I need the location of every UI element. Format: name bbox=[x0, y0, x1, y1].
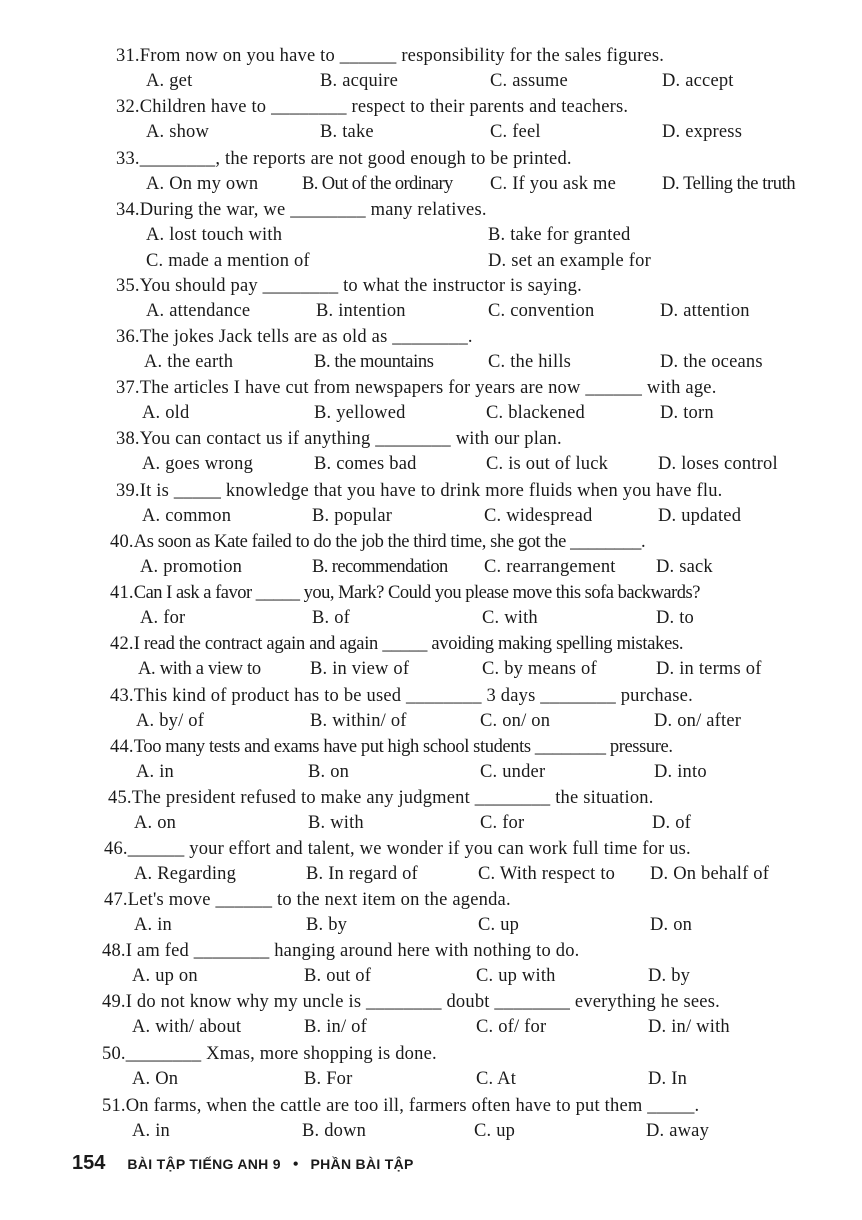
question-number: 47. bbox=[104, 890, 128, 910]
option-a: A. in bbox=[134, 915, 172, 935]
option-c: C. by means of bbox=[482, 659, 597, 679]
question-text: I am fed ________ hanging around here with nothing to do. bbox=[125, 941, 580, 961]
option-row bbox=[0, 120, 862, 144]
option-row bbox=[0, 709, 862, 733]
question-number: 37. bbox=[116, 378, 140, 398]
option-c: C. blackened bbox=[486, 403, 585, 423]
option-a: A. up on bbox=[132, 966, 198, 986]
question-item bbox=[0, 147, 862, 198]
option-b: B. in/ of bbox=[304, 1017, 367, 1037]
option-c: C. convention bbox=[488, 301, 595, 321]
option-a: A. the earth bbox=[144, 352, 234, 372]
option-b: B. in view of bbox=[310, 659, 410, 679]
option-d: D. of bbox=[652, 813, 692, 833]
question-number: 42. bbox=[110, 634, 134, 654]
option-row bbox=[0, 504, 862, 528]
option-d: D. Telling the truth bbox=[662, 174, 796, 194]
question-number: 43. bbox=[110, 686, 134, 706]
option-a: A. Regarding bbox=[134, 864, 237, 884]
question-stem bbox=[116, 147, 828, 171]
question-text: I do not know why my uncle is ________ doubt ________ everything he sees. bbox=[125, 992, 720, 1012]
question-item bbox=[0, 632, 862, 683]
option-row bbox=[0, 350, 862, 374]
page-footer bbox=[72, 1152, 772, 1182]
question-item bbox=[0, 376, 862, 427]
option-c: C. the hills bbox=[488, 352, 572, 372]
option-d: D. sack bbox=[656, 557, 713, 577]
question-stem bbox=[104, 837, 828, 861]
question-item bbox=[0, 44, 862, 95]
option-row bbox=[0, 1067, 862, 1091]
option-row bbox=[0, 811, 862, 835]
option-b: B. take bbox=[320, 122, 374, 142]
option-b: B. on bbox=[308, 762, 350, 782]
option-d: D. to bbox=[656, 608, 694, 628]
question-text: Can I ask a favor _____ you, Mark? Could you please move this sofa backwards? bbox=[133, 583, 700, 603]
question-text: During the war, we ________ many relatives. bbox=[139, 200, 487, 220]
option-c: C. up with bbox=[476, 966, 556, 986]
option-d: D. torn bbox=[660, 403, 714, 423]
option-row bbox=[0, 223, 862, 247]
question-number: 45. bbox=[108, 788, 132, 808]
option-row bbox=[0, 862, 862, 886]
option-b: B. In regard of bbox=[306, 864, 418, 884]
question-stem bbox=[488, 249, 828, 273]
question-number: 46. bbox=[104, 839, 128, 859]
question-item bbox=[0, 786, 862, 837]
question-number: 44. bbox=[110, 737, 134, 757]
question-text: Too many tests and exams have put high school students ________ pressure. bbox=[133, 737, 673, 757]
option-c: C. assume bbox=[490, 71, 568, 91]
option-c: C. on/ on bbox=[480, 711, 551, 731]
option-c: C. With respect to bbox=[478, 864, 616, 884]
question-item bbox=[0, 198, 862, 249]
question-item bbox=[0, 95, 862, 146]
option-d: D. In bbox=[648, 1069, 688, 1089]
option-b: B. Out of the ordinary bbox=[302, 174, 453, 194]
option-d: D. on bbox=[650, 915, 693, 935]
question-text: Children have to ________ respect to their parents and teachers. bbox=[139, 97, 629, 117]
question-item bbox=[0, 427, 862, 478]
question-item bbox=[0, 479, 862, 530]
question-number: 33. bbox=[116, 149, 140, 169]
option-a: A. old bbox=[142, 403, 190, 423]
question-item bbox=[0, 325, 862, 376]
option-d: D. in terms of bbox=[656, 659, 762, 679]
option-b: B. popular bbox=[312, 506, 393, 526]
option-c: C. At bbox=[476, 1069, 517, 1089]
option-a: A. on bbox=[134, 813, 177, 833]
question-text: It is _____ knowledge that you have to drink more fluids when you have flu. bbox=[139, 481, 723, 501]
option-row bbox=[0, 657, 862, 681]
option-row bbox=[0, 1119, 862, 1143]
question-item bbox=[0, 1094, 862, 1145]
question-text: From now on you have to ______ responsibility for the sales figures. bbox=[139, 46, 665, 66]
question-number: 32. bbox=[116, 97, 140, 117]
option-b: B. intention bbox=[316, 301, 406, 321]
option-a: A. show bbox=[146, 122, 210, 142]
option-b: B. down bbox=[302, 1121, 367, 1141]
question-stem bbox=[110, 735, 828, 759]
option-c: C. made a mention of bbox=[146, 251, 310, 271]
option-a: A. get bbox=[146, 71, 193, 91]
option-a: A. promotion bbox=[140, 557, 243, 577]
option-b: B. within/ of bbox=[310, 711, 407, 731]
question-stem bbox=[116, 274, 828, 298]
option-a: A. by/ of bbox=[136, 711, 205, 731]
question-item bbox=[0, 1042, 862, 1093]
option-row bbox=[0, 913, 862, 937]
question-item bbox=[0, 990, 862, 1041]
option-d: D. loses control bbox=[658, 454, 778, 474]
question-stem bbox=[116, 44, 828, 68]
option-b: B. the mountains bbox=[314, 352, 434, 372]
option-a: A. common bbox=[142, 506, 232, 526]
option-c: C. If you ask me bbox=[490, 174, 616, 194]
option-b: B. yellowed bbox=[314, 403, 406, 423]
option-d: D. On behalf of bbox=[650, 864, 770, 884]
option-c: C. for bbox=[480, 813, 525, 833]
question-item bbox=[0, 274, 862, 325]
question-stem bbox=[110, 632, 828, 656]
question-item bbox=[0, 581, 862, 632]
page-number: 154 bbox=[72, 1152, 106, 1174]
question-text: Let's move ______ to the next item on the agenda. bbox=[127, 890, 511, 910]
question-item bbox=[0, 939, 862, 990]
option-c: C. widespread bbox=[484, 506, 593, 526]
question-text: ______ your effort and talent, we wonder if you can work full time for us. bbox=[127, 839, 691, 859]
option-d: D. in/ with bbox=[648, 1017, 730, 1037]
option-d: D. set an example for bbox=[488, 251, 651, 271]
option-b: B. comes bad bbox=[314, 454, 417, 474]
option-row bbox=[0, 452, 862, 476]
question-item bbox=[0, 888, 862, 939]
option-d: D. by bbox=[648, 966, 691, 986]
question-number: 48. bbox=[102, 941, 126, 961]
question-stem bbox=[110, 530, 828, 554]
question-item bbox=[0, 837, 862, 888]
question-item bbox=[0, 530, 862, 581]
question-number: 31. bbox=[116, 46, 140, 66]
option-c: C. up bbox=[478, 915, 520, 935]
option-row bbox=[0, 606, 862, 630]
question-stem bbox=[116, 325, 828, 349]
question-item bbox=[0, 684, 862, 735]
option-c: C. with bbox=[482, 608, 538, 628]
option-d: D. accept bbox=[662, 71, 734, 91]
question-number: 49. bbox=[102, 992, 126, 1012]
option-d: D. away bbox=[646, 1121, 710, 1141]
option-b: B. with bbox=[308, 813, 364, 833]
question-number: 39. bbox=[116, 481, 140, 501]
option-row bbox=[0, 555, 862, 579]
question-stem bbox=[108, 786, 828, 810]
option-a: A. goes wrong bbox=[142, 454, 254, 474]
footer-separator: • bbox=[292, 1156, 299, 1173]
option-b: B. recommendation bbox=[312, 557, 448, 577]
option-row bbox=[0, 401, 862, 425]
question-stem bbox=[102, 939, 828, 963]
question-text: You can contact us if anything ________ with our plan. bbox=[139, 429, 562, 449]
option-a: A. lost touch with bbox=[146, 225, 283, 245]
option-row bbox=[0, 299, 862, 323]
question-text: I read the contract again and again _____ avoiding making spelling mistakes. bbox=[133, 634, 684, 654]
question-stem bbox=[110, 684, 828, 708]
option-row bbox=[0, 964, 862, 988]
question-stem bbox=[116, 376, 828, 400]
option-b: B. out of bbox=[304, 966, 372, 986]
question-number: 38. bbox=[116, 429, 140, 449]
option-a: A. in bbox=[132, 1121, 170, 1141]
question-number: 51. bbox=[102, 1096, 126, 1116]
option-b: B. by bbox=[306, 915, 348, 935]
question-text: This kind of product has to be used ________ 3 days ________ purchase. bbox=[133, 686, 693, 706]
option-row bbox=[0, 760, 862, 784]
option-c: C. feel bbox=[490, 122, 541, 142]
option-a: A. On bbox=[132, 1069, 179, 1089]
question-stem bbox=[102, 1094, 828, 1118]
question-number: 35. bbox=[116, 276, 140, 296]
option-c: C. is out of luck bbox=[486, 454, 609, 474]
question-text: ________ Xmas, more shopping is done. bbox=[125, 1044, 437, 1064]
option-d: D. attention bbox=[660, 301, 750, 321]
option-a: A. with/ about bbox=[132, 1017, 242, 1037]
question-text: The articles I have cut from newspapers for years are now ______ with age. bbox=[139, 378, 717, 398]
section-title: PHẦN BÀI TẬP bbox=[310, 1156, 414, 1172]
question-stem bbox=[116, 427, 828, 451]
question-stem bbox=[116, 479, 828, 503]
option-d: D. into bbox=[654, 762, 707, 782]
question-text: On farms, when the cattle are too ill, farmers often have to put them _____. bbox=[125, 1096, 700, 1116]
option-a: A. attendance bbox=[146, 301, 251, 321]
question-stem bbox=[104, 888, 828, 912]
option-a: A. in bbox=[136, 762, 174, 782]
question-number: 50. bbox=[102, 1044, 126, 1064]
option-d: D. the oceans bbox=[660, 352, 763, 372]
question-stem bbox=[116, 95, 828, 119]
option-c: C. up bbox=[474, 1121, 516, 1141]
option-c: C. under bbox=[480, 762, 546, 782]
option-c: C. of/ for bbox=[476, 1017, 547, 1037]
question-text: You should pay ________ to what the instructor is saying. bbox=[139, 276, 582, 296]
question-number: 40. bbox=[110, 532, 134, 552]
option-a: A. with a view to bbox=[138, 659, 261, 679]
option-b: B. of bbox=[312, 608, 350, 628]
option-c: C. rearrangement bbox=[484, 557, 616, 577]
question-text: The jokes Jack tells are as old as ________. bbox=[139, 327, 473, 347]
option-d: D. express bbox=[662, 122, 743, 142]
option-b: B. For bbox=[304, 1069, 353, 1089]
option-a: A. On my own bbox=[146, 174, 259, 194]
question-number: 41. bbox=[110, 583, 134, 603]
question-text: As soon as Kate failed to do the job the third time, she got the ________. bbox=[133, 532, 646, 552]
option-row bbox=[0, 69, 862, 93]
book-title: BÀI TẬP TIẾNG ANH 9 bbox=[127, 1156, 281, 1172]
question-text: ________, the reports are not good enough to be printed. bbox=[139, 149, 572, 169]
option-row bbox=[0, 172, 862, 196]
option-d: D. on/ after bbox=[654, 711, 742, 731]
option-row bbox=[0, 1015, 862, 1039]
question-stem bbox=[116, 198, 828, 222]
question-item bbox=[0, 735, 862, 786]
question-number: 34. bbox=[116, 200, 140, 220]
option-a: A. for bbox=[140, 608, 186, 628]
option-d: D. updated bbox=[658, 506, 742, 526]
question-number: 36. bbox=[116, 327, 140, 347]
question-stem bbox=[102, 990, 828, 1014]
question-text: The president refused to make any judgment ________ the situation. bbox=[131, 788, 654, 808]
option-b: B. take for granted bbox=[488, 225, 631, 245]
question-stem bbox=[102, 1042, 828, 1066]
option-b: B. acquire bbox=[320, 71, 399, 91]
question-stem bbox=[110, 581, 828, 605]
